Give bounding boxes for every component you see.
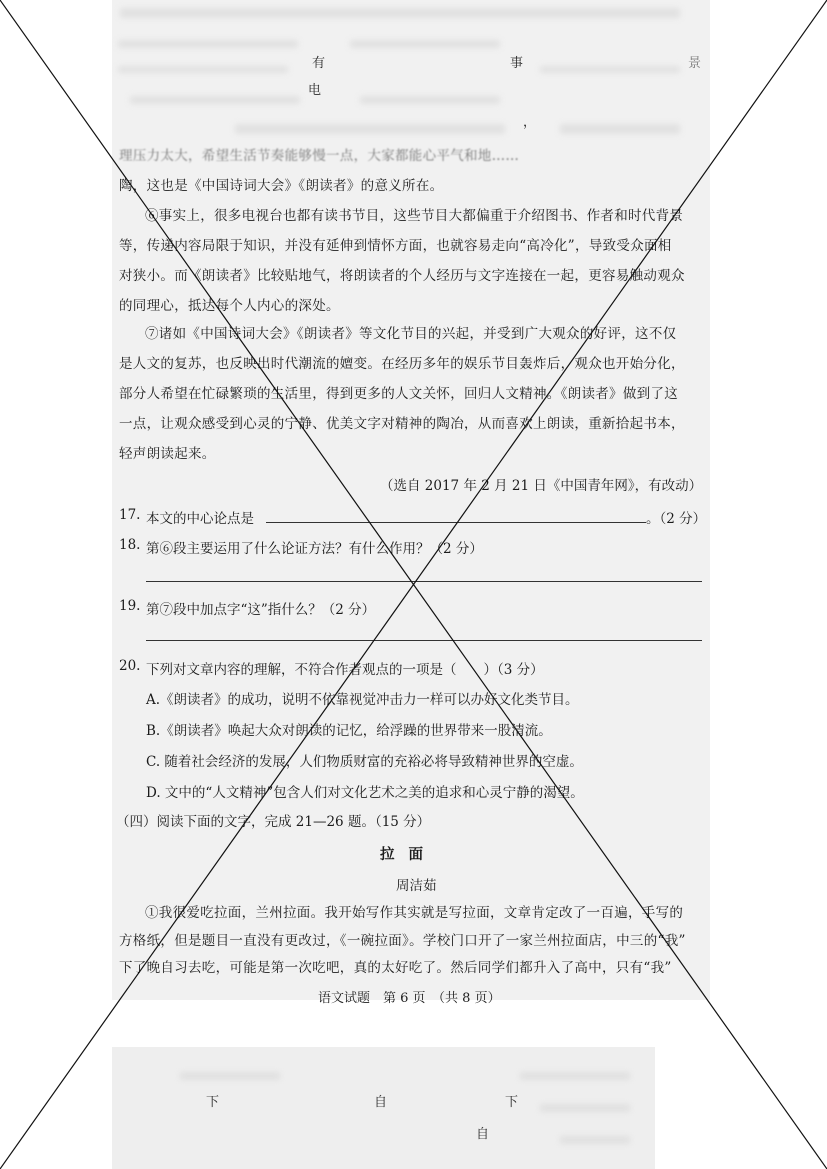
- bottom-fragment: 自: [476, 1127, 490, 1142]
- fragment-dian: 电: [308, 83, 322, 98]
- passage-line: 方格纸，但是题目一直没有更改过，《一碗拉面》。学校门口开了一家兰州拉面店，中三的“我”: [119, 933, 686, 949]
- question-19-number: 19.: [119, 598, 141, 614]
- paragraph-7-line: 是人文的复苏，也反映出时代潮流的嬗变。在经历多年的娱乐节目轰炸后，观众也开始分化，: [119, 356, 685, 372]
- paragraph-5-end: 陶，这也是《中国诗词大会》《朗读者》的意义所在。: [119, 178, 444, 194]
- fragment-comma: ，: [523, 115, 537, 130]
- page-footer: 语文试题 第 6 页 （共 8 页）: [318, 991, 501, 1006]
- paragraph-7-line: 一点，让观众感受到心灵的宁静、优美文字对精神的陶冶，从而喜欢上朗读，重新拾起书本，: [119, 416, 685, 432]
- passage-author: 周洁茹: [396, 878, 437, 894]
- cut-off-text-line: 理压力太大，希望生活节奏能够慢一点，大家都能心平气和地……: [119, 148, 520, 164]
- question-20-number: 20.: [119, 658, 141, 674]
- question-17-score: 。（2 分）: [646, 511, 707, 527]
- option-b: B.《朗读者》唤起大众对朗读的记忆，给浮躁的世界带来一股清流。: [146, 723, 552, 739]
- question-17-number: 17.: [119, 507, 141, 523]
- paragraph-6-line: ⑥事实上，很多电视台也都有读书节目，这些节目大都偏重于介绍图书、作者和时代背景: [145, 208, 684, 224]
- passage-line: 下了晚自习去吃，可能是第一次吃吧，真的太好吃了。然后同学们都升入了高中，只有“我”: [119, 960, 672, 976]
- passage-line: ①我很爱吃拉面，兰州拉面。我开始写作其实就是写拉面，文章肯定改了一百遍，手写的: [145, 905, 684, 921]
- bottom-fragment: 自: [374, 1095, 388, 1110]
- paragraph-6-line: 的同理心，抵达每个人内心的深处。: [119, 298, 340, 314]
- fragment-shi: 事: [510, 56, 524, 71]
- question-17-text: 本文的中心论点是: [146, 511, 254, 527]
- option-d: D. 文中的“人文精神”包含人们对文化艺术之美的追求和心灵宁静的渴望。: [146, 785, 584, 801]
- question-20-text: 下列对文章内容的理解，不符合作者观点的一项是（ ）（3 分）: [146, 662, 544, 678]
- bottom-fragment: 下: [206, 1095, 220, 1110]
- passage-title: 拉面: [380, 846, 437, 863]
- paragraph-6-line: 等，传递内容局限于知识，并没有延伸到情怀方面，也就容易走向“高冷化”，导致受众面相: [119, 238, 672, 254]
- option-c: C. 随着社会经济的发展，人们物质财富的充裕必将导致精神世界的空虚。: [146, 754, 583, 770]
- paragraph-6-line: 对狭小。而《朗读者》比较贴地气，将朗读者的个人经历与文字连接在一起，更容易触动观众: [119, 268, 685, 284]
- source-citation: （选自 2017 年 2 月 21 日《中国青年网》，有改动）: [380, 478, 703, 494]
- paragraph-7-line: ⑦诸如《中国诗词大会》《朗读者》等文化节目的兴起，并受到广大观众的好评，这不仅: [145, 326, 677, 342]
- question-18-text: 第⑥段主要运用了什么论证方法？有什么作用？（2 分）: [146, 541, 483, 557]
- fragment-jing: 景: [688, 56, 702, 71]
- fragment-you: 有: [312, 56, 326, 71]
- question-18-number: 18.: [119, 537, 141, 553]
- option-a: A.《朗读者》的成功，说明不依靠视觉冲击力一样可以办好文化类节目。: [146, 692, 579, 708]
- paragraph-7-line: 轻声朗读起来。: [119, 446, 216, 462]
- bottom-fragment: 下: [505, 1095, 519, 1110]
- question-19-text: 第⑦段中加点字“这”指什么？（2 分）: [146, 602, 376, 618]
- paragraph-7-line: 部分人希望在忙碌繁琐的生活里，得到更多的人文关怀，回归人文精神。《朗读者》做到了这: [119, 386, 679, 402]
- section-4-heading: （四）阅读下面的文字，完成 21—26 题。（15 分）: [116, 814, 431, 830]
